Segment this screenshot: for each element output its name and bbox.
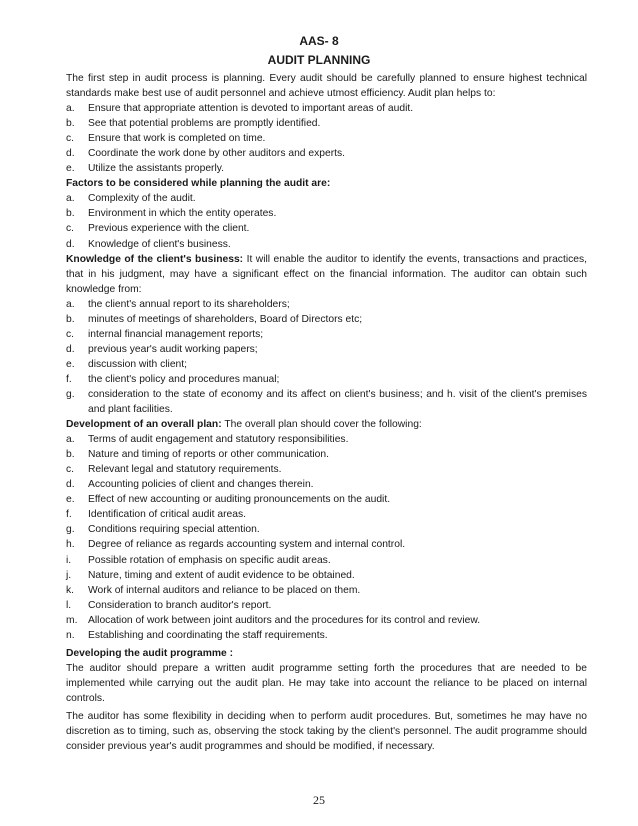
list-item — [66, 568, 587, 583]
list-item — [66, 522, 587, 537]
list-item — [66, 116, 587, 131]
list-item-text: Consideration to branch auditor's report. — [88, 599, 272, 611]
list-item-text: Effect of new accounting or auditing pronouncements on the audit. — [88, 494, 391, 506]
list-item-text: Knowledge of client's business. — [88, 238, 231, 250]
list-item — [66, 387, 587, 417]
programme-paragraph-2: The auditor has some flexibility in deciding when to perform audit procedures. But, sometimes he may have no discretion as to timing, such as, observing the stock taking by the client's personnel. The audit programme should consider previous year's audit programmes and should be modified, if necessary. — [66, 710, 587, 753]
list-item-text: Complexity of the audit. — [88, 193, 196, 205]
list-item-text: Conditions requiring special attention. — [88, 524, 260, 536]
knowledge-heading: Knowledge of the client's business: — [66, 253, 244, 265]
list-item-text: Identification of critical audit areas. — [88, 509, 246, 521]
list-item-text: Relevant legal and statutory requirements. — [88, 464, 282, 476]
list-item-text: Accounting policies of client and changes therein. — [88, 479, 314, 491]
list-item-text: Nature, timing and extent of audit evidence to be obtained. — [88, 569, 355, 581]
list-item — [66, 507, 587, 522]
document-body — [66, 71, 587, 754]
list-item — [66, 628, 587, 643]
list-item-text: Nature and timing of reports or other communication. — [88, 449, 329, 461]
list-marker: a. — [66, 193, 75, 205]
list-item-text: Establishing and coordinating the staff requirements. — [88, 629, 328, 641]
list-item — [66, 462, 587, 477]
list-item — [66, 553, 587, 568]
list-item — [66, 101, 587, 116]
list-marker: c. — [66, 328, 75, 340]
list-item — [66, 537, 587, 552]
knowledge-paragraph — [66, 252, 587, 297]
development-list — [66, 432, 587, 643]
list-item — [66, 131, 587, 146]
list-item-text: internal financial management reports; — [88, 328, 264, 340]
list-marker: b. — [66, 118, 75, 130]
list-marker: d. — [66, 238, 75, 250]
development-heading: Development of an overall plan: — [66, 419, 222, 431]
list-item-text: Utilize the assistants properly. — [88, 163, 225, 175]
list-item — [66, 297, 587, 312]
list-marker: a. — [66, 298, 75, 310]
list-item — [66, 342, 587, 357]
programme-paragraph-1: The auditor should prepare a written audit programme setting forth the procedures that are needed to be implemented while carrying out the audit plan. He may take into account the reliance to be placed on internal controls. — [66, 662, 587, 704]
list-marker: a. — [66, 103, 75, 115]
list-item-text: Degree of reliance as regards accounting system and internal control. — [88, 539, 406, 551]
list-marker: d. — [66, 148, 75, 160]
list-marker: c. — [66, 464, 75, 476]
list-item-text: the client's annual report to its shareholders; — [88, 298, 290, 310]
list-item-text: See that potential problems are promptly identified. — [88, 118, 321, 130]
list-item — [66, 447, 587, 462]
list-item-text: Ensure that work is completed on time. — [88, 133, 266, 145]
list-item-text: Terms of audit engagement and statutory responsibilities. — [88, 434, 349, 446]
list-item-text: the client's policy and procedures manual; — [88, 373, 280, 385]
factors-heading: Factors to be considered while planning the audit are: — [66, 178, 331, 190]
factors-list — [66, 191, 587, 251]
list-item — [66, 237, 587, 252]
programme-heading: Developing the audit programme : — [66, 647, 234, 659]
list-item-text: previous year's audit working papers; — [88, 343, 258, 355]
list-marker: n. — [66, 629, 75, 641]
list-marker: g. — [66, 524, 75, 536]
list-marker: f. — [66, 509, 72, 521]
list-item — [66, 206, 587, 221]
list-item-text: Allocation of work between joint auditors and the procedures for its control and review. — [88, 614, 481, 626]
list-item — [66, 432, 587, 447]
list-item-text: Environment in which the entity operates. — [88, 208, 277, 220]
list-item — [66, 613, 587, 628]
list-item — [66, 372, 587, 387]
list-item-text: Previous experience with the client. — [88, 223, 250, 235]
list-item — [66, 146, 587, 161]
knowledge-text: It will enable the auditor to identify the events, transactions and practices, that in his judgment, may have a significant effect on the financial information. The auditor can obtain such knowledge from: — [66, 253, 587, 295]
list-item — [66, 191, 587, 206]
list-item-text: Possible rotation of emphasis on specific audit areas. — [88, 554, 331, 566]
list-marker: d. — [66, 343, 75, 355]
list-item — [66, 161, 587, 176]
list-item-text: discussion with client; — [88, 358, 188, 370]
list-marker: j. — [66, 569, 72, 581]
intro-list — [66, 101, 587, 176]
list-item-text: Ensure that appropriate attention is devoted to important areas of audit. — [88, 103, 414, 115]
standard-code: AAS- 8 — [299, 34, 339, 48]
development-text: The overall plan should cover the following: — [221, 419, 422, 431]
list-marker: f. — [66, 373, 72, 385]
list-marker: m. — [66, 614, 78, 626]
list-item-text: Work of internal auditors and reliance to be placed on them. — [88, 584, 361, 596]
list-marker: c. — [66, 133, 75, 145]
list-item — [66, 221, 587, 236]
list-item — [66, 477, 587, 492]
list-marker: h. — [66, 539, 75, 551]
list-marker: b. — [66, 208, 75, 220]
list-item — [66, 312, 587, 327]
list-item-text: consideration to the state of economy and its affect on client's business; and h. visit of the client's premises and plant facilities. — [88, 388, 587, 416]
list-marker: e. — [66, 163, 75, 175]
list-marker: g. — [66, 388, 75, 400]
list-marker: e. — [66, 494, 75, 506]
list-item-text: minutes of meetings of shareholders, Board of Directors etc; — [88, 313, 363, 325]
page-title: AUDIT PLANNING — [267, 53, 371, 67]
list-marker: a. — [66, 434, 75, 446]
list-marker: b. — [66, 313, 75, 325]
list-item — [66, 583, 587, 598]
list-marker: e. — [66, 358, 75, 370]
intro-paragraph: The first step in audit process is planning. Every audit should be carefully planned to ensure highest technical standards make best use of audit personnel and achieve utmost efficiency. Audit plan helps to: — [66, 73, 587, 100]
list-marker: d. — [66, 479, 75, 491]
list-item-text: Coordinate the work done by other auditors and experts. — [88, 148, 346, 160]
list-item — [66, 598, 587, 613]
list-item — [66, 492, 587, 507]
list-marker: k. — [66, 584, 75, 596]
page-number: 25 — [313, 793, 325, 807]
development-paragraph — [66, 417, 587, 432]
list-item — [66, 327, 587, 342]
knowledge-list — [66, 297, 587, 417]
list-marker: l. — [66, 599, 72, 611]
list-marker: i. — [66, 554, 72, 566]
list-marker: b. — [66, 449, 75, 461]
list-marker: c. — [66, 223, 75, 235]
list-item — [66, 357, 587, 372]
